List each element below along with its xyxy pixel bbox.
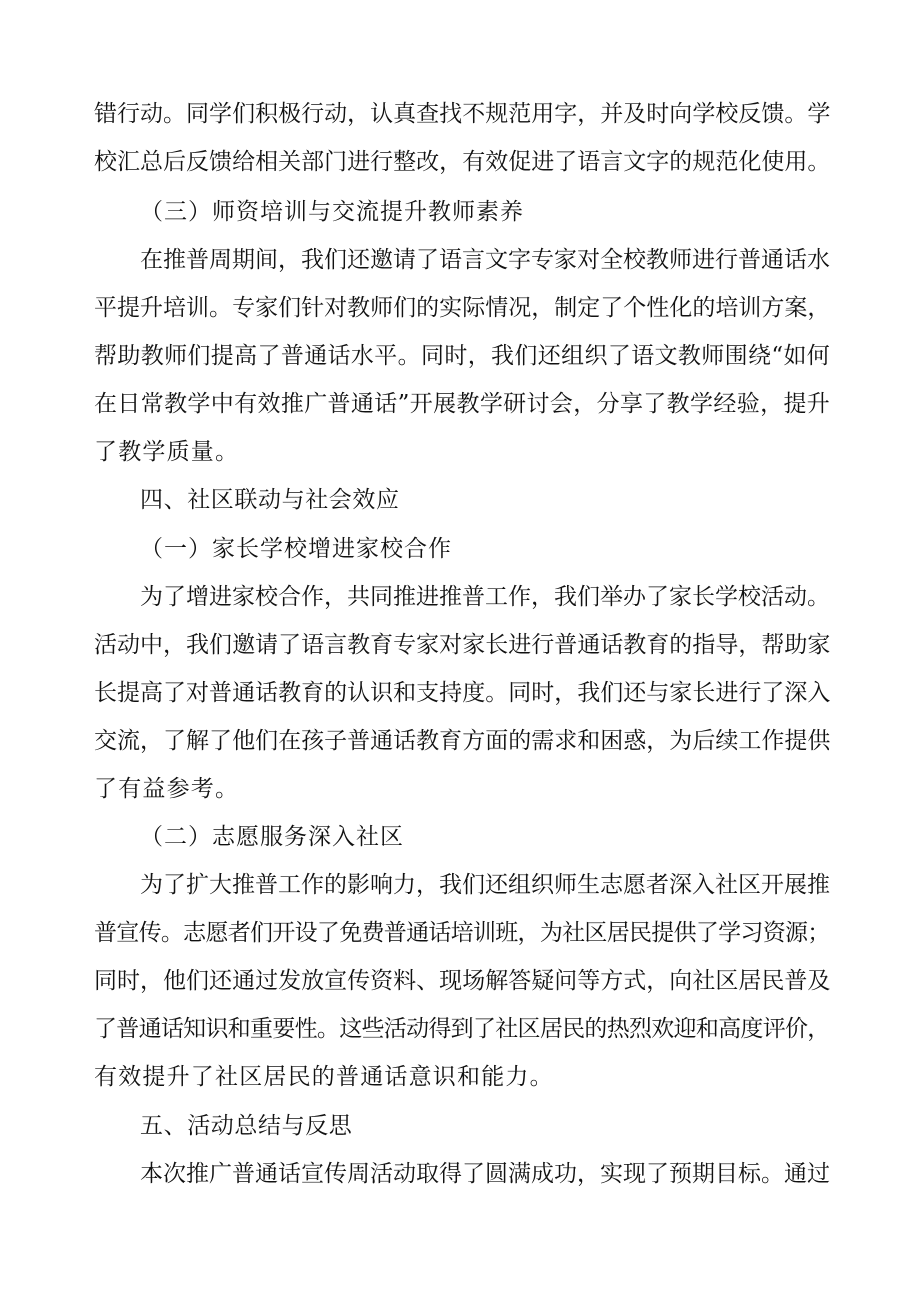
paragraph-line: 帮助教师们提高了普通话水平。同时，我们还组织了语文教师围绕“如何 bbox=[94, 343, 831, 369]
paragraph-line: 了教学质量。 bbox=[94, 439, 240, 465]
paragraph-line: 在日常教学中有效推广普通话”开展教学研讨会，分享了教学经验，提升 bbox=[94, 391, 831, 417]
paragraph-line: 了普通话知识和重要性。这些活动得到了社区居民的热烈欢迎和高度评价， bbox=[94, 1016, 830, 1042]
paragraph-line: 活动中，我们邀请了语言教育专家对家长进行普通话教育的指导，帮助家 bbox=[94, 632, 831, 658]
paragraph-line: 有效提升了社区居民的普通话意识和能力。 bbox=[94, 1064, 554, 1090]
paragraph-line: 了有益参考。 bbox=[94, 776, 240, 802]
paragraph-line: 平提升培训。专家们针对教师们的实际情况，制定了个性化的培训方案， bbox=[94, 295, 831, 321]
paragraph-line: 为了增进家校合作，共同推进推普工作，我们举办了家长学校活动。 bbox=[140, 584, 830, 610]
paragraph-line: 长提高了对普通话教育的认识和支持度。同时，我们还与家长进行了深入 bbox=[94, 680, 831, 706]
paragraph-line: 交流，了解了他们在孩子普通话教育方面的需求和困惑，为后续工作提供 bbox=[94, 728, 831, 754]
paragraph-line: 为了扩大推普工作的影响力，我们还组织师生志愿者深入社区开展推 bbox=[140, 872, 830, 898]
section-heading: 四、社区联动与社会效应 bbox=[140, 487, 400, 513]
subsection-heading: （三）师资培训与交流提升教师素养 bbox=[140, 199, 524, 225]
paragraph-line: 普宣传。志愿者们开设了免费普通话培训班，为社区居民提供了学习资源； bbox=[94, 920, 830, 946]
paragraph-line: 校汇总后反馈给相关部门进行整改，有效促进了语言文字的规范化使用。 bbox=[94, 149, 831, 175]
subsection-heading: （二）志愿服务深入社区 bbox=[140, 824, 404, 850]
section-heading: 五、活动总结与反思 bbox=[140, 1113, 353, 1139]
subsection-heading: （一）家长学校增进家校合作 bbox=[140, 536, 452, 562]
paragraph-line: 本次推广普通话宣传周活动取得了圆满成功，实现了预期目标。通过 bbox=[140, 1161, 830, 1187]
paragraph-line: 同时，他们还通过发放宣传资料、现场解答疑问等方式，向社区居民普及 bbox=[94, 968, 831, 994]
paragraph-line: 错行动。同学们积极行动，认真查找不规范用字，并及时向学校反馈。学 bbox=[94, 101, 831, 127]
paragraph-line: 在推普周期间，我们还邀请了语言文字专家对全校教师进行普通话水 bbox=[140, 247, 830, 273]
